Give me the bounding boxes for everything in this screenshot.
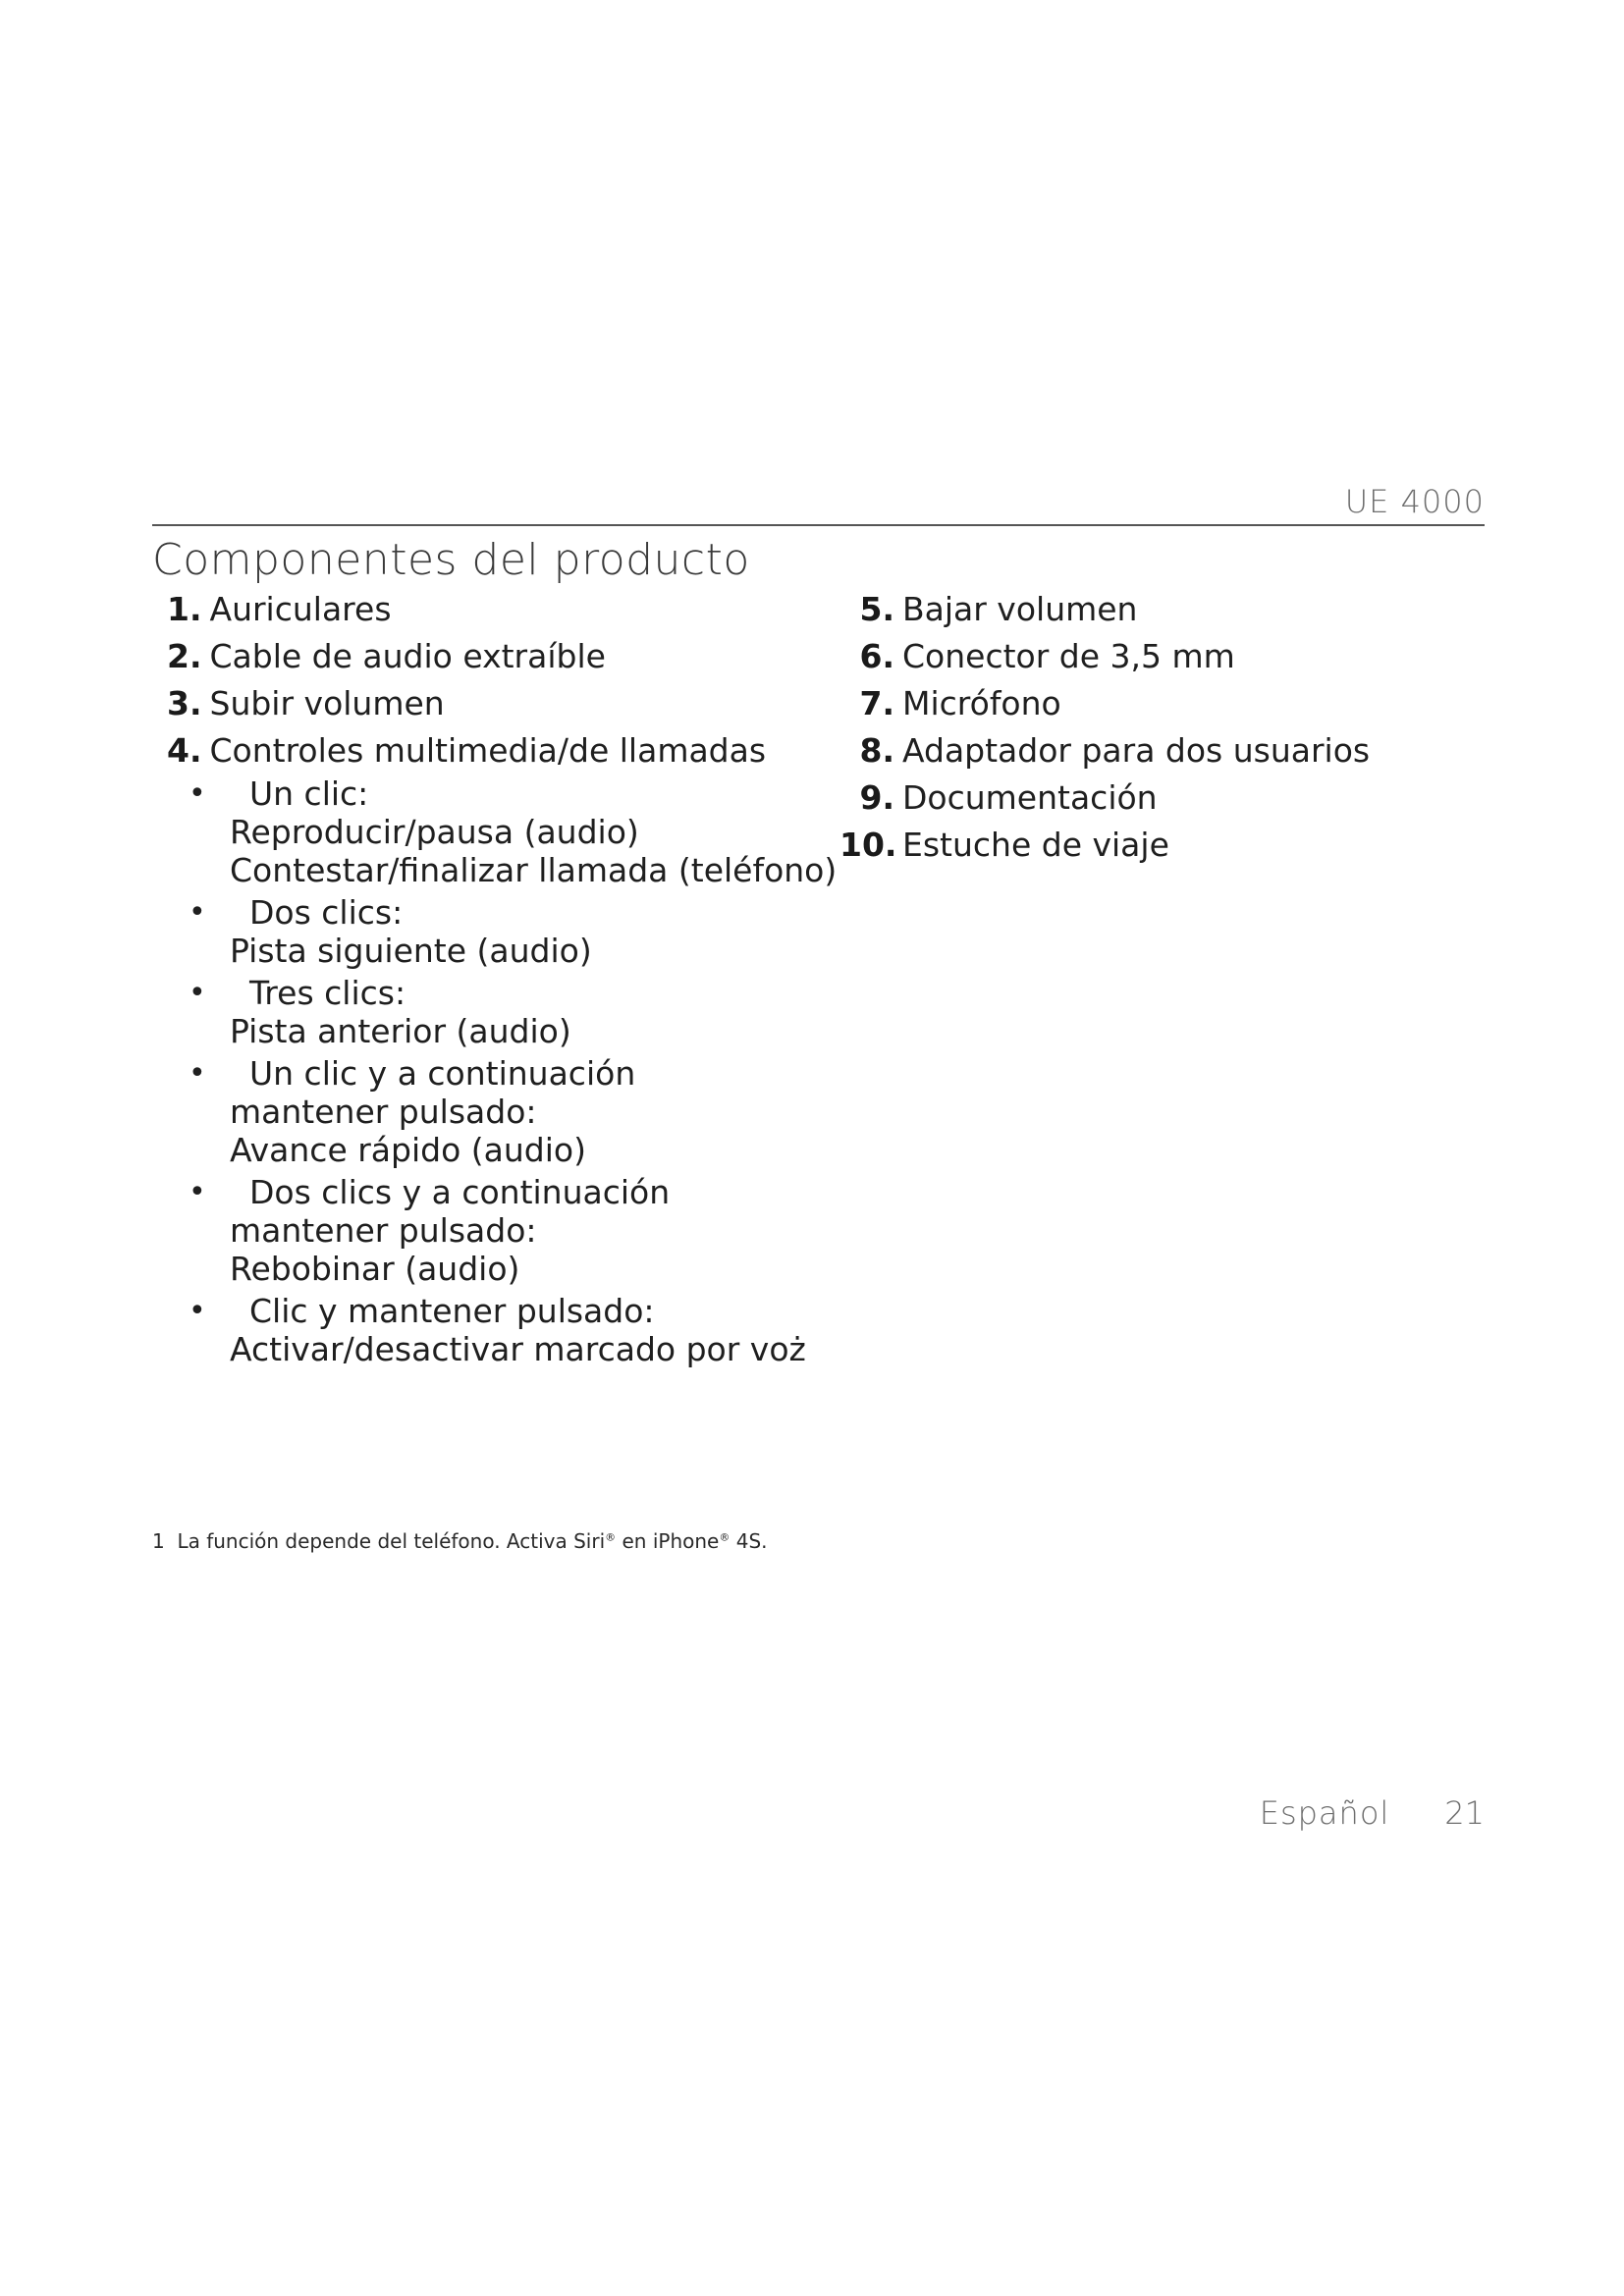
bullet-line: Contestar/finalizar llamada (teléfono) (230, 851, 838, 889)
item-label: Bajar volumen (902, 590, 1138, 628)
list-item (839, 774, 1429, 822)
list-item (167, 586, 815, 633)
footnote-text: 4S. (730, 1529, 768, 1553)
footnote-text: La función depende del teléfono. Activa Siri (177, 1529, 606, 1553)
item-number: 9. (859, 778, 894, 817)
bullet-icon: • (189, 1294, 206, 1328)
page-number: 21 (1444, 1794, 1485, 1832)
list-item (839, 680, 1429, 727)
item-label: Controles multimedia/de llamadas (209, 731, 767, 770)
list-item (167, 680, 815, 727)
bullet-head: Tres clics: (249, 974, 406, 1012)
list-item (839, 727, 1429, 774)
bullet-head: Clic y mantener pulsado: (249, 1292, 655, 1330)
bullet-icon: • (189, 976, 206, 1010)
item-number: 8. (859, 731, 894, 770)
item-label: Conector de 3,5 mm (902, 637, 1235, 675)
components-list-right (839, 586, 1429, 869)
bullet-icon: • (189, 1056, 206, 1091)
page-footer (1260, 1794, 1485, 1832)
bullet-line: Avance rápido (audio) (230, 1131, 586, 1169)
bullet-item (167, 974, 815, 1050)
list-item (839, 822, 1429, 869)
bullet-line: Pista siguiente (audio) (230, 932, 592, 970)
bullet-head: Dos clics y a continuación (249, 1173, 671, 1211)
footnote-text: en iPhone (616, 1529, 720, 1553)
model-name: UE 4000 (1344, 483, 1485, 520)
item-label: Documentación (902, 778, 1158, 817)
page-title: Componentes del producto (152, 535, 750, 585)
bullet-line: Rebobinar (audio) (230, 1250, 520, 1288)
item-label: Micrófono (902, 684, 1061, 722)
bullet-icon: • (189, 1175, 206, 1209)
bullet-item (167, 1292, 815, 1368)
item-label: Auriculares (209, 590, 392, 628)
registered-mark: ® (605, 1530, 617, 1544)
list-item (167, 633, 815, 680)
bullet-line: Activar/desactivar marcado por voż (230, 1330, 806, 1368)
bullet-line: mantener pulsado: (230, 1093, 537, 1131)
bullet-head: Un clic y a continuación (249, 1054, 636, 1093)
bullet-head: Dos clics: (249, 893, 404, 932)
components-list-left (167, 586, 838, 1372)
bullet-item (167, 1173, 815, 1288)
bullet-item (167, 774, 838, 889)
item-label: Subir volumen (209, 684, 445, 722)
footnote-marker: 1 (152, 1529, 165, 1553)
item-number: 7. (859, 684, 894, 722)
media-controls-list (167, 774, 838, 1368)
item-number: 10. (839, 826, 897, 864)
bullet-line: Pista anterior (audio) (230, 1012, 571, 1050)
item-number: 5. (859, 590, 894, 628)
list-item (839, 633, 1429, 680)
item-number: 6. (859, 637, 894, 675)
bullet-icon: • (189, 776, 206, 811)
footnote (152, 1529, 768, 1553)
item-number: 2. (167, 637, 202, 675)
bullet-line: mantener pulsado: (230, 1211, 537, 1250)
footer-language: Español (1259, 1794, 1390, 1832)
list-item (167, 727, 815, 774)
item-label: Estuche de viaje (902, 826, 1169, 864)
list-item (839, 586, 1429, 633)
bullet-line: Reproducir/pausa (audio) (230, 813, 639, 851)
item-number: 3. (167, 684, 202, 722)
item-number: 4. (167, 731, 202, 770)
bullet-item (167, 1054, 815, 1169)
item-label: Adaptador para dos usuarios (902, 731, 1371, 770)
item-label: Cable de audio extraíble (209, 637, 606, 675)
header-divider (152, 524, 1485, 526)
bullet-head: Un clic: (249, 774, 369, 813)
bullet-icon: • (189, 895, 206, 930)
registered-mark: ® (719, 1530, 731, 1544)
bullet-item (167, 893, 815, 970)
item-number: 1. (167, 590, 202, 628)
